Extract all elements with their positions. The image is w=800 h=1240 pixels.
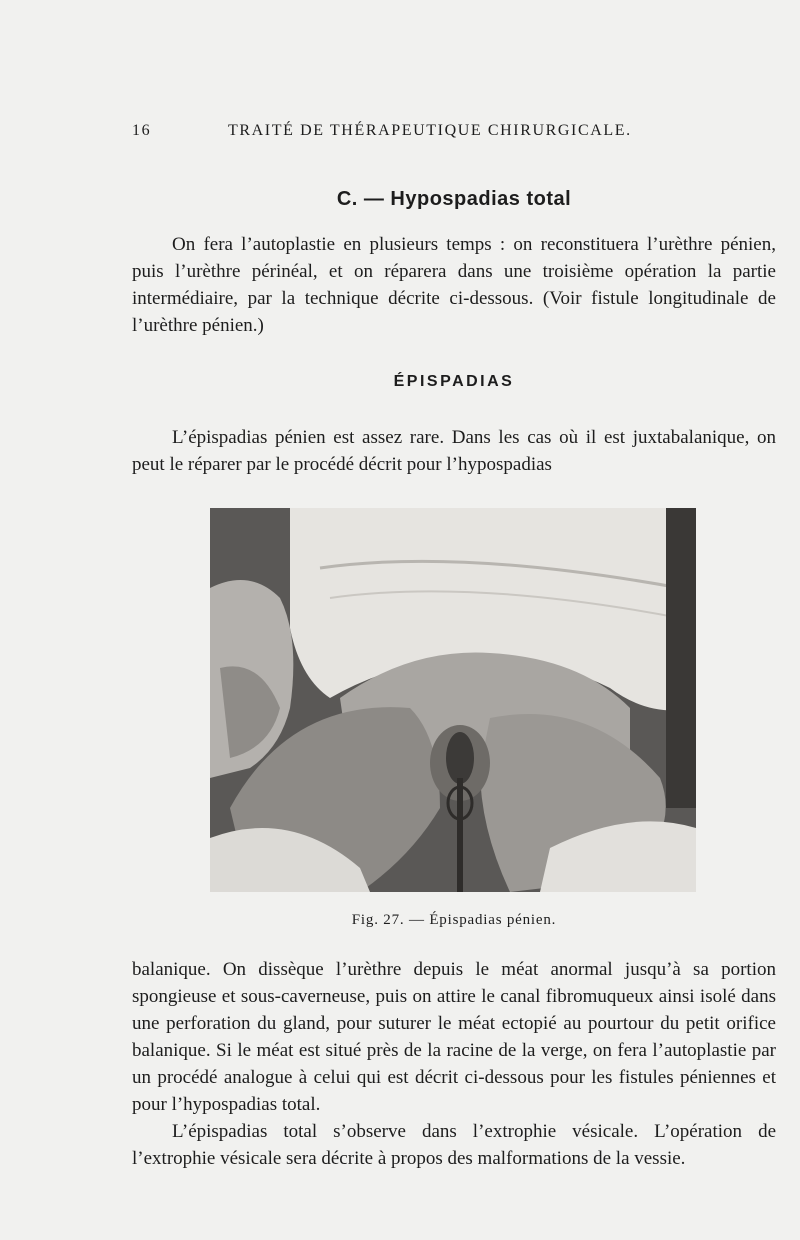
paragraph-3a-text: balanique. On dissèque l’urèthre depuis le méat anormal jusqu’à sa portion spongieuse et sous-caverneuse, puis on attire le canal fibromuqueux ainsi isolé dans une perforation du gland, pour suturer le méat ectopié au pourtour du petit orifice balanique. Si le méat est situé près de la racine de la verge, on fera l’autoplastie par un procédé analogue à celui qui est décrit ci-dessous pour les fistules péniennes et pour l’hypospadias total. [132,959,776,1115]
paragraph-2-text: L’épispadias pénien est assez rare. Dans les cas où il est juxtabalanique, on peut le réparer par le procédé décrit pour l’hypospadias [132,427,776,475]
figure-caption: Fig. 27. — Épispadias pénien. [351,912,557,928]
figure-photograph [210,508,696,892]
subheading-epispadias: ÉPISPADIAS [393,373,515,390]
section-heading: C. — Hypospadias total [336,188,572,210]
paragraph-hypospadias [132,231,776,339]
paragraph-3b-text: L’épispadias total s’observe dans l’extrophie vésicale. L’opération de l’extrophie vésicale sera décrite à propos des malformations de la vessie. [132,1121,776,1169]
running-head-title: TRAITÉ DE THÉRAPEUTIQUE CHIRURGICALE. [228,122,632,139]
paragraph-epispadias-intro [132,424,776,478]
paragraph-1-text: On fera l’autoplastie en plusieurs temps : on reconstituera l’urèthre pénien, puis l’urèthre périnéal, et on réparera dans une troisième opération la partie intermédiaire, par la technique décrite ci-dessous. (Voir fistule longitudinale de l’urèthre pénien.) [132,234,776,336]
figure-illustration [210,508,696,892]
page-number: 16 [132,122,152,139]
paragraph-epispadias-continued [132,956,776,1172]
